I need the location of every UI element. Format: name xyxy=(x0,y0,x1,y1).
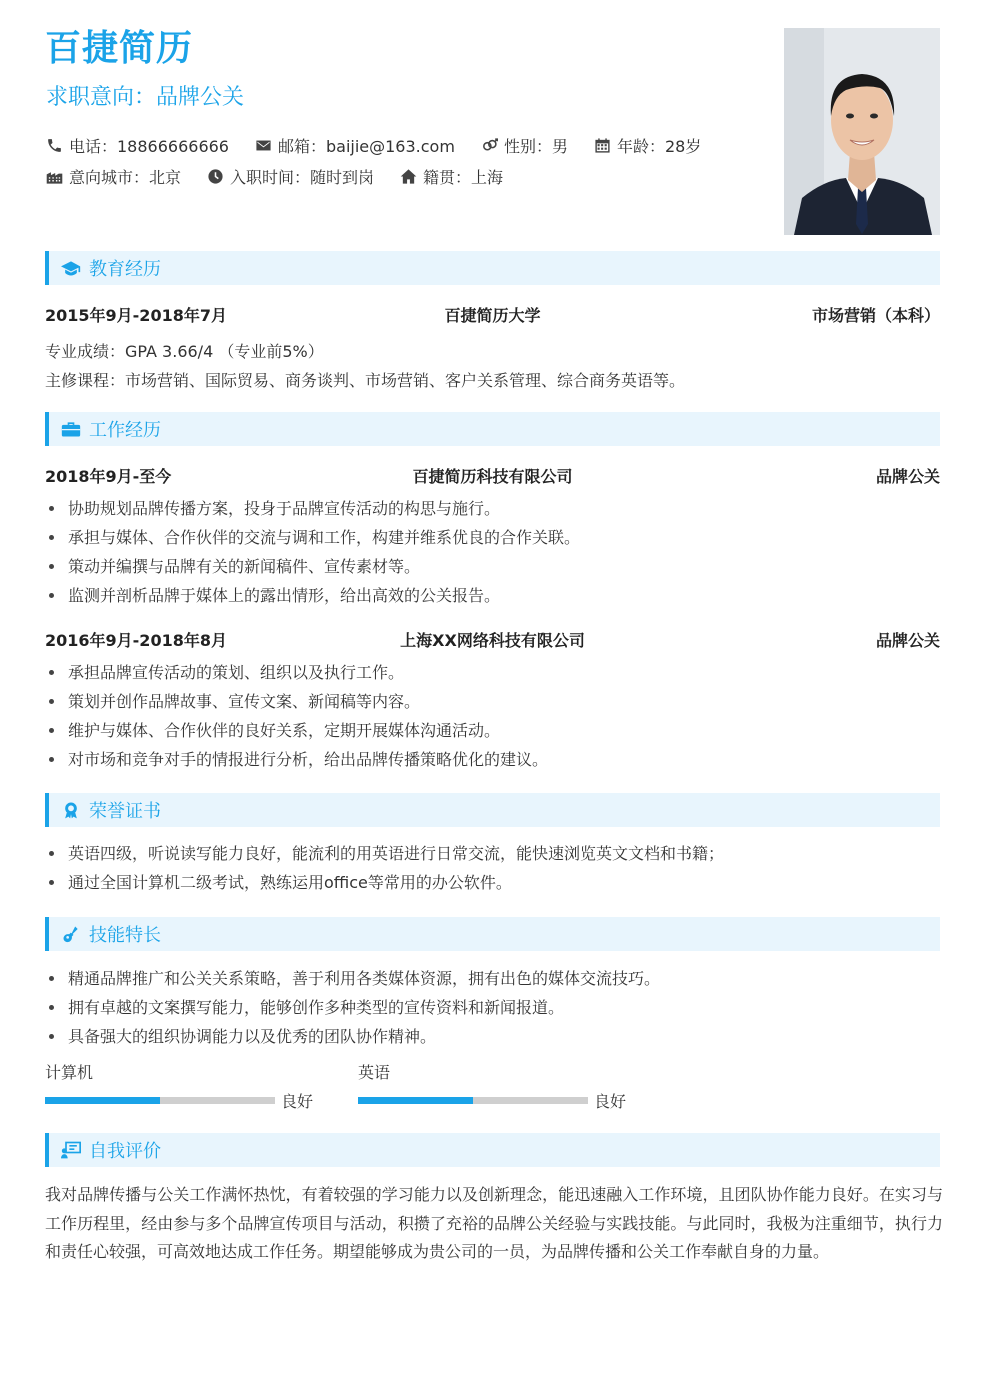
age-text: 年龄：28岁 xyxy=(616,137,702,156)
education-row xyxy=(45,303,940,327)
guitar-icon xyxy=(61,925,81,943)
skill-fill xyxy=(358,1097,473,1104)
list-item: 协助规划品牌传播方案，投身于品牌宣传活动的构思与施行。 xyxy=(45,494,940,523)
email-info xyxy=(255,134,455,157)
job-role: 品牌公关 xyxy=(875,631,940,650)
gender-icon xyxy=(481,137,498,154)
work-title: 工作经历 xyxy=(89,420,161,441)
briefcase-icon xyxy=(61,420,81,438)
honors-list xyxy=(45,839,940,897)
section-self-eval xyxy=(45,1133,940,1167)
contact-row-1 xyxy=(46,134,727,157)
job-row-1 xyxy=(45,464,940,488)
job-intent xyxy=(46,80,244,111)
list-item: 具备强大的组织协调能力以及优秀的团队协作精神。 xyxy=(45,1022,940,1051)
education-major: 市场营销（本科） xyxy=(811,306,940,325)
job-company: 百捷简历科技有限公司 xyxy=(412,467,573,486)
education-period: 2015年9月-2018年7月 xyxy=(45,306,227,325)
education-courses: 主修课程：市场营销、国际贸易、商务谈判、市场营销、客户关系管理、综合商务英语等。 xyxy=(45,371,686,390)
list-item: 策划并创作品牌故事、宣传文案、新闻稿等内容。 xyxy=(45,687,940,716)
section-skills xyxy=(45,917,940,951)
list-item: 英语四级，听说读写能力良好，能流利的用英语进行日常交流，能快速浏览英文文档和书籍； xyxy=(45,839,940,868)
job-intent-value: 品牌公关 xyxy=(156,85,245,110)
graduation-cap-icon xyxy=(61,259,81,277)
envelope-icon xyxy=(255,137,272,154)
profile-photo xyxy=(784,28,940,235)
list-item: 维护与媒体、合作伙伴的良好关系，定期开展媒体沟通活动。 xyxy=(45,716,940,745)
skill-level: 良好 xyxy=(594,1092,627,1111)
award-icon xyxy=(61,801,81,819)
presentation-icon xyxy=(61,1141,81,1159)
job-2-duties xyxy=(45,658,940,774)
job-1-duties xyxy=(45,494,940,610)
phone-text: 电话：18866666666 xyxy=(69,137,229,156)
list-item: 监测并剖析品牌于媒体上的露出情形，给出高效的公关报告。 xyxy=(45,581,940,610)
contact-row-2 xyxy=(46,165,529,188)
city-info xyxy=(46,165,181,188)
list-item: 通过全国计算机二级考试，熟练运用office等常用的办公软件。 xyxy=(45,868,940,897)
section-honors xyxy=(45,793,940,827)
skill-track xyxy=(358,1097,588,1104)
building-icon xyxy=(46,168,63,185)
education-gpa: 专业成绩：GPA 3.66/4 （专业前5%） xyxy=(45,342,324,361)
skill-track xyxy=(45,1097,275,1104)
skill-name: 计算机 xyxy=(45,1063,94,1082)
phone-info xyxy=(46,134,229,157)
self-eval-text: 我对品牌传播与公关工作满怀热忱，有着较强的学习能力以及创新理念，能迅速融入工作环境，且团队协作能力良好。在实习与工作历程里，经由参与多个品牌宣传项目与活动，积攒了充裕的品牌公关经验与实践技能。与此同时，我极为注重细节，执行力和责任心较强，可高效地达成工作任务。期望能够成为贵公司的一员，为品牌传播和公关工作奉献自身的力量。 xyxy=(45,1185,943,1261)
city-text: 意向城市：北京 xyxy=(69,168,182,187)
section-work xyxy=(45,412,940,446)
job-row-2 xyxy=(45,628,940,652)
clock-icon xyxy=(207,168,224,185)
resume-name: 百捷简历 xyxy=(45,28,194,69)
list-item: 拥有卓越的文案撰写能力，能够创作多种类型的宣传资料和新闻报道。 xyxy=(45,993,940,1022)
list-item: 承担品牌宣传活动的策划、组织以及执行工作。 xyxy=(45,658,940,687)
education-school: 百捷简历大学 xyxy=(444,306,541,325)
skills-title: 技能特长 xyxy=(89,925,161,946)
hometown-info xyxy=(400,165,503,188)
education-title: 教育经历 xyxy=(89,259,161,280)
gender-text: 性别：男 xyxy=(503,137,568,156)
section-education xyxy=(45,251,940,285)
list-item: 对市场和竞争对手的情报进行分析，给出品牌传播策略优化的建议。 xyxy=(45,745,940,774)
skill-fill xyxy=(45,1097,160,1104)
job-intent-label: 求职意向： xyxy=(46,85,157,110)
honors-title: 荣誉证书 xyxy=(89,801,161,822)
list-item: 精通品牌推广和公关关系策略，善于利用各类媒体资源，拥有出色的媒体交流技巧。 xyxy=(45,964,940,993)
list-item: 承担与媒体、合作伙伴的交流与调和工作，构建并维系优良的合作关联。 xyxy=(45,523,940,552)
skill-level: 良好 xyxy=(281,1092,314,1111)
job-period: 2018年9月-至今 xyxy=(45,467,172,486)
skill-name: 英语 xyxy=(358,1063,391,1082)
phone-icon xyxy=(46,137,63,154)
job-period: 2016年9月-2018年8月 xyxy=(45,631,227,650)
age-info xyxy=(594,134,701,157)
gender-info xyxy=(481,134,568,157)
home-icon xyxy=(400,168,417,185)
start-info xyxy=(207,165,374,188)
job-role: 品牌公关 xyxy=(875,467,940,486)
email-text: 邮箱：baijie@163.com xyxy=(277,137,455,156)
calendar-icon xyxy=(594,137,611,154)
hometown-text: 籍贯：上海 xyxy=(423,168,504,187)
self-eval-title: 自我评价 xyxy=(89,1141,161,1162)
skills-list xyxy=(45,964,940,1051)
list-item: 策动并编撰与品牌有关的新闻稿件、宣传素材等。 xyxy=(45,552,940,581)
job-company: 上海XX网络科技有限公司 xyxy=(400,631,585,650)
start-text: 入职时间：随时到岗 xyxy=(230,168,375,187)
